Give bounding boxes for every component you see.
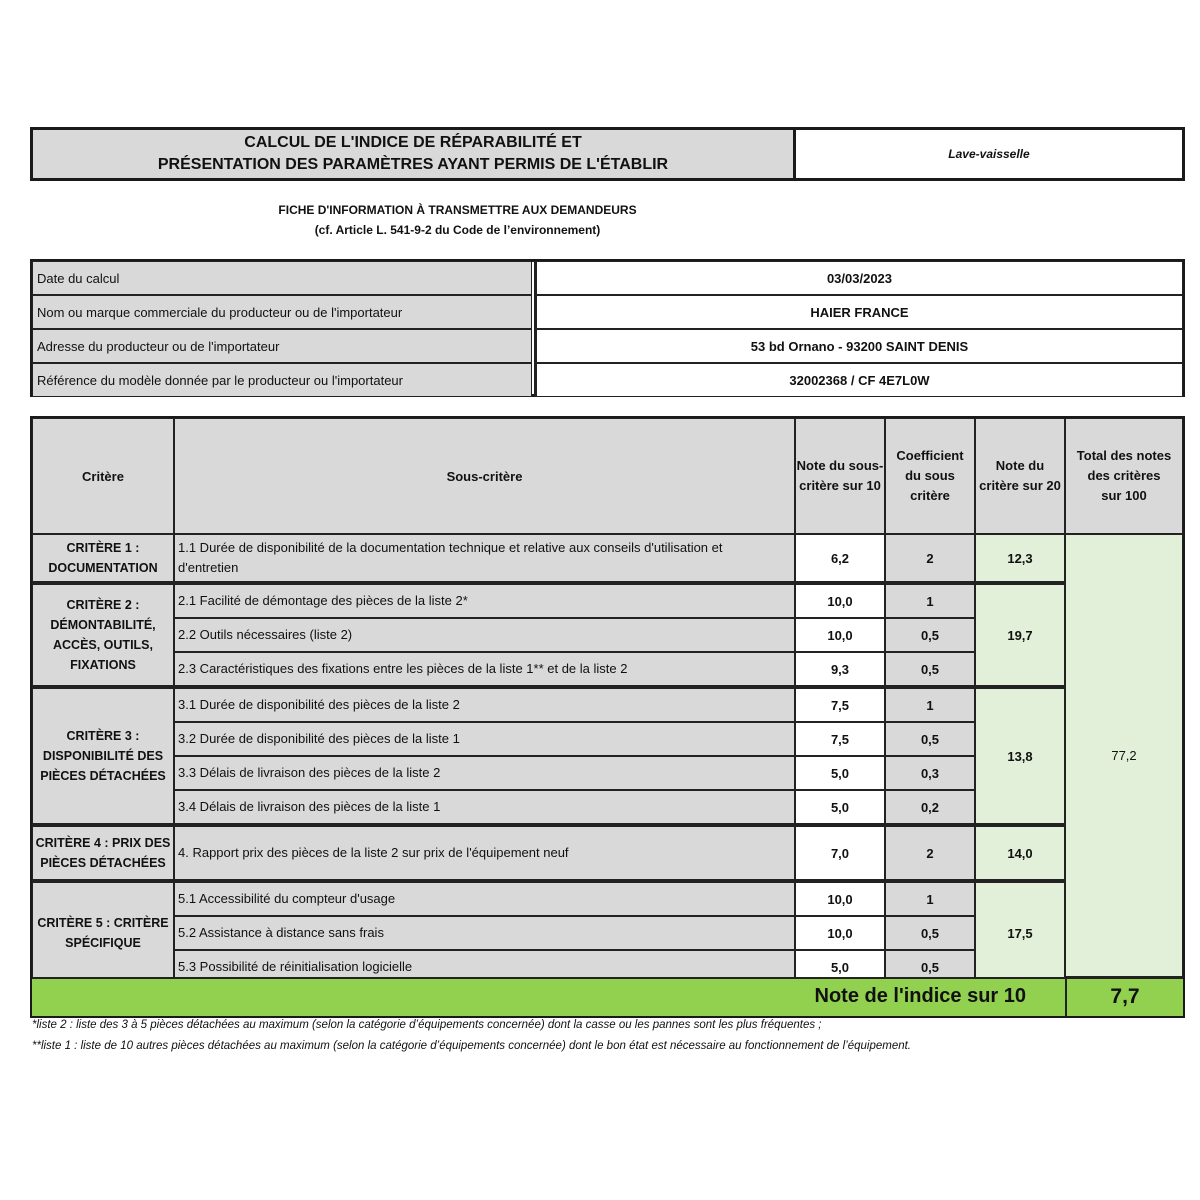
sub-criterion-note-value: 10,0 <box>827 925 853 941</box>
total-score-cell <box>1065 534 1183 977</box>
criterion-score-value: 17,5 <box>1007 925 1033 941</box>
sub-criterion-label <box>174 826 795 880</box>
sub-criterion-coef-value: 1 <box>926 697 934 713</box>
sub-criterion-label <box>174 688 795 722</box>
footnote-1: *liste 2 : liste des 3 à 5 pièces détachées au maximum (selon la catégorie d’équipements concernée) dont la casse ou les pannes sont les plus fréquentes ; <box>32 1019 822 1031</box>
sub-criterion-coef-value: 1 <box>926 891 934 907</box>
sub-criterion-label <box>174 652 795 686</box>
sub-criterion-note-value: 5,0 <box>830 799 850 815</box>
sub-criterion-note-value: 5,0 <box>830 765 850 781</box>
sub-criterion-note-value: 5,0 <box>830 959 850 975</box>
header-sous-critere <box>174 418 795 534</box>
footnote-2: **liste 1 : liste de 10 autres pièces détachées au maximum (selon la catégorie d’équipements concernée) dont le bon état est nécessaire au fonctionnement de l’équipement. <box>32 1040 911 1052</box>
sub-criterion-label-line-2: d'entretien <box>178 560 239 575</box>
header-coef-line-3: critère <box>910 488 950 503</box>
sub-criterion-coef <box>885 652 975 686</box>
sub-criterion-note-value: 10,0 <box>827 891 853 907</box>
sub-criterion-label-line-1: 3.1 Durée de disponibilité des pièces de la liste 2 <box>178 697 460 712</box>
info-value: 03/03/2023 <box>826 270 893 286</box>
criterion-2-label <box>32 584 174 686</box>
info-label-cell <box>32 261 532 295</box>
criterion-2-score <box>975 584 1065 686</box>
criterion-5-label <box>32 882 174 984</box>
sub-criterion-label-line-1: 3.2 Durée de disponibilité des pièces de la liste 1 <box>178 731 460 746</box>
header-note-sous-line-1: Note du sous- <box>796 458 884 473</box>
header-total-line-1: Total des notes <box>1076 448 1172 463</box>
header-note-sous-line-2: critère sur 10 <box>799 478 881 493</box>
sub-criterion-note <box>795 652 885 686</box>
criterion-score-value: 19,7 <box>1007 627 1033 643</box>
sub-criterion-coef <box>885 722 975 756</box>
criterion-4-label <box>32 826 174 880</box>
header-critere <box>32 418 174 534</box>
info-value: HAIER FRANCE <box>810 304 909 320</box>
sub-criterion-note <box>795 790 885 824</box>
sub-criterion-note <box>795 722 885 756</box>
sub-criterion-coef <box>885 534 975 582</box>
sub-criterion-label <box>174 584 795 618</box>
sub-criterion-label-line-1: 1.1 Durée de disponibilité de la documentation technique et relative aux conseils d'utilisation et <box>178 540 723 555</box>
header-note-critere <box>975 418 1065 534</box>
criterion-1-score <box>975 534 1065 582</box>
product-type: Lave-vaisselle <box>948 147 1030 161</box>
info-label-cell <box>32 295 532 329</box>
criterion-5-score <box>975 882 1065 984</box>
total-score: 77,2 <box>1111 748 1137 763</box>
info-value-cell <box>534 329 1183 363</box>
sub-criterion-note <box>795 882 885 916</box>
notice-line-2: (cf. Article L. 541-9-2 du Code de l’environnement) <box>314 223 601 237</box>
sub-criterion-coef <box>885 790 975 824</box>
sub-criterion-note <box>795 534 885 582</box>
sub-criterion-note-value: 7,0 <box>830 845 850 861</box>
criterion-score-value: 13,8 <box>1007 748 1033 764</box>
header-total-line-3: sur 100 <box>1101 488 1147 503</box>
criterion-2-l3: ACCÈS, OUTILS, <box>52 638 153 652</box>
sub-criterion-label <box>174 722 795 756</box>
sub-criterion-coef-value: 2 <box>926 550 934 566</box>
page-title <box>30 127 796 181</box>
header-coef-line-1: Coefficient <box>896 448 964 463</box>
info-value-cell <box>534 295 1183 329</box>
sub-criterion-note-value: 6,2 <box>830 550 850 566</box>
sub-criterion-coef <box>885 688 975 722</box>
sub-criterion-label-line-1: 2.2 Outils nécessaires (liste 2) <box>178 627 353 642</box>
sub-criterion-coef-value: 0,3 <box>920 765 940 781</box>
sub-criterion-note-value: 7,5 <box>830 731 850 747</box>
criterion-2-l4: FIXATIONS <box>70 658 136 672</box>
title-line-1: CALCUL DE L'INDICE DE RÉPARABILITÉ ET <box>244 134 582 151</box>
sub-criterion-note <box>795 916 885 950</box>
sub-criterion-note <box>795 756 885 790</box>
title-line-2: PRÉSENTATION DES PARAMÈTRES AYANT PERMIS DE L'ÉTABLIR <box>157 156 669 173</box>
info-value-cell <box>534 363 1183 397</box>
criterion-5-l2: SPÉCIFIQUE <box>65 936 141 950</box>
sub-criterion-coef <box>885 756 975 790</box>
sub-criterion-coef <box>885 916 975 950</box>
criterion-3-l1: CRITÈRE 3 : <box>66 729 140 743</box>
sub-criterion-label-line-1: 3.4 Délais de livraison des pièces de la liste 1 <box>178 799 441 814</box>
sub-criterion-coef <box>885 882 975 916</box>
header-coefficient <box>885 418 975 534</box>
sub-criterion-label-line-1: 5.1 Accessibilité du compteur d'usage <box>178 891 396 906</box>
header-coef-line-2: du sous <box>905 468 955 483</box>
sub-criterion-coef-value: 0,5 <box>920 925 940 941</box>
criterion-score-value: 14,0 <box>1007 845 1033 861</box>
sub-criterion-label-line-1: 5.2 Assistance à distance sans frais <box>178 925 384 940</box>
sub-criterion-label <box>174 916 795 950</box>
sub-criterion-label-line-1: 5.3 Possibilité de réinitialisation logicielle <box>178 959 413 974</box>
sub-criterion-label-line-1: 2.1 Facilité de démontage des pièces de la liste 2* <box>178 593 468 608</box>
sub-criterion-label <box>174 618 795 652</box>
criterion-1-label <box>32 534 174 582</box>
sub-criterion-coef-value: 0,5 <box>920 661 940 677</box>
sub-criterion-note <box>795 618 885 652</box>
criterion-score-value: 12,3 <box>1007 550 1033 566</box>
sub-criterion-label <box>174 534 795 582</box>
notice <box>30 200 885 240</box>
sub-criterion-coef-value: 0,2 <box>920 799 940 815</box>
criterion-2-l2: DÉMONTABILITÉ, <box>50 618 156 632</box>
sub-criterion-note <box>795 688 885 722</box>
sub-criterion-note <box>795 584 885 618</box>
criterion-1-l2: DOCUMENTATION <box>48 561 158 575</box>
sub-criterion-label <box>174 882 795 916</box>
sub-criterion-coef-value: 0,5 <box>920 731 940 747</box>
info-value: 53 bd Ornano - 93200 SAINT DENIS <box>750 338 969 354</box>
info-label: Référence du modèle donnée par le producteur ou l'importateur <box>37 372 403 388</box>
criterion-5-l1: CRITÈRE 5 : CRITÈRE <box>37 916 169 930</box>
criterion-4-score <box>975 826 1065 880</box>
sub-criterion-coef-value: 1 <box>926 593 934 609</box>
info-label: Date du calcul <box>37 270 120 286</box>
criterion-4-l2: PIÈCES DÉTACHÉES <box>40 856 166 870</box>
sub-criterion-note-value: 7,5 <box>830 697 850 713</box>
info-label-cell <box>32 363 532 397</box>
sub-criterion-label-line-1: 3.3 Délais de livraison des pièces de la liste 2 <box>178 765 441 780</box>
final-value: 7,7 <box>1065 977 1183 1016</box>
sub-criterion-coef <box>885 618 975 652</box>
sub-criterion-coef-value: 0,5 <box>920 959 940 975</box>
sub-criterion-label-line-1: 2.3 Caractéristiques des fixations entre les pièces de la liste 1** et de la liste 2 <box>178 661 628 676</box>
final-label: Note de l'indice sur 10 <box>814 985 1026 1007</box>
sub-criterion-note-value: 10,0 <box>827 627 853 643</box>
criterion-1-l1: CRITÈRE 1 : <box>66 541 140 555</box>
product-type-box <box>793 127 1185 181</box>
info-value: 32002368 / CF 4E7L0W <box>789 372 930 388</box>
sub-criterion-note <box>795 826 885 880</box>
info-label-cell <box>32 329 532 363</box>
criterion-4-l1: CRITÈRE 4 : PRIX DES <box>35 836 171 850</box>
info-label: Nom ou marque commerciale du producteur ou de l'importateur <box>37 304 403 320</box>
sub-criterion-label <box>174 756 795 790</box>
criterion-3-score <box>975 688 1065 824</box>
notice-line-1: FICHE D'INFORMATION À TRANSMETTRE AUX DEMANDEURS <box>278 203 637 217</box>
info-label: Adresse du producteur ou de l'importateur <box>37 338 280 354</box>
sub-criterion-label <box>174 790 795 824</box>
criterion-3-label <box>32 688 174 824</box>
sub-criterion-label-line-1: 4. Rapport prix des pièces de la liste 2 sur prix de l'équipement neuf <box>178 845 569 860</box>
criterion-3-l2: DISPONIBILITÉ DES <box>42 749 164 763</box>
header-critere-text: Critère <box>82 468 124 484</box>
header-total-line-2: des critères <box>1087 468 1161 483</box>
sub-criterion-coef-value: 0,5 <box>920 627 940 643</box>
sub-criterion-note-value: 9,3 <box>830 661 850 677</box>
header-sous-critere-text: Sous-critère <box>446 468 523 484</box>
header-note-crit-line-2: critère sur 20 <box>979 478 1061 493</box>
criterion-2-l1: CRITÈRE 2 : <box>66 598 140 612</box>
header-note-sous-critere <box>795 418 885 534</box>
header-note-crit-line-1: Note du <box>995 458 1045 473</box>
sub-criterion-coef <box>885 826 975 880</box>
criterion-3-l3: PIÈCES DÉTACHÉES <box>40 769 166 783</box>
sub-criterion-note-value: 10,0 <box>827 593 853 609</box>
sub-criterion-coef-value: 2 <box>926 845 934 861</box>
header-total <box>1065 418 1183 534</box>
info-value-cell <box>534 261 1183 295</box>
sub-criterion-coef <box>885 584 975 618</box>
